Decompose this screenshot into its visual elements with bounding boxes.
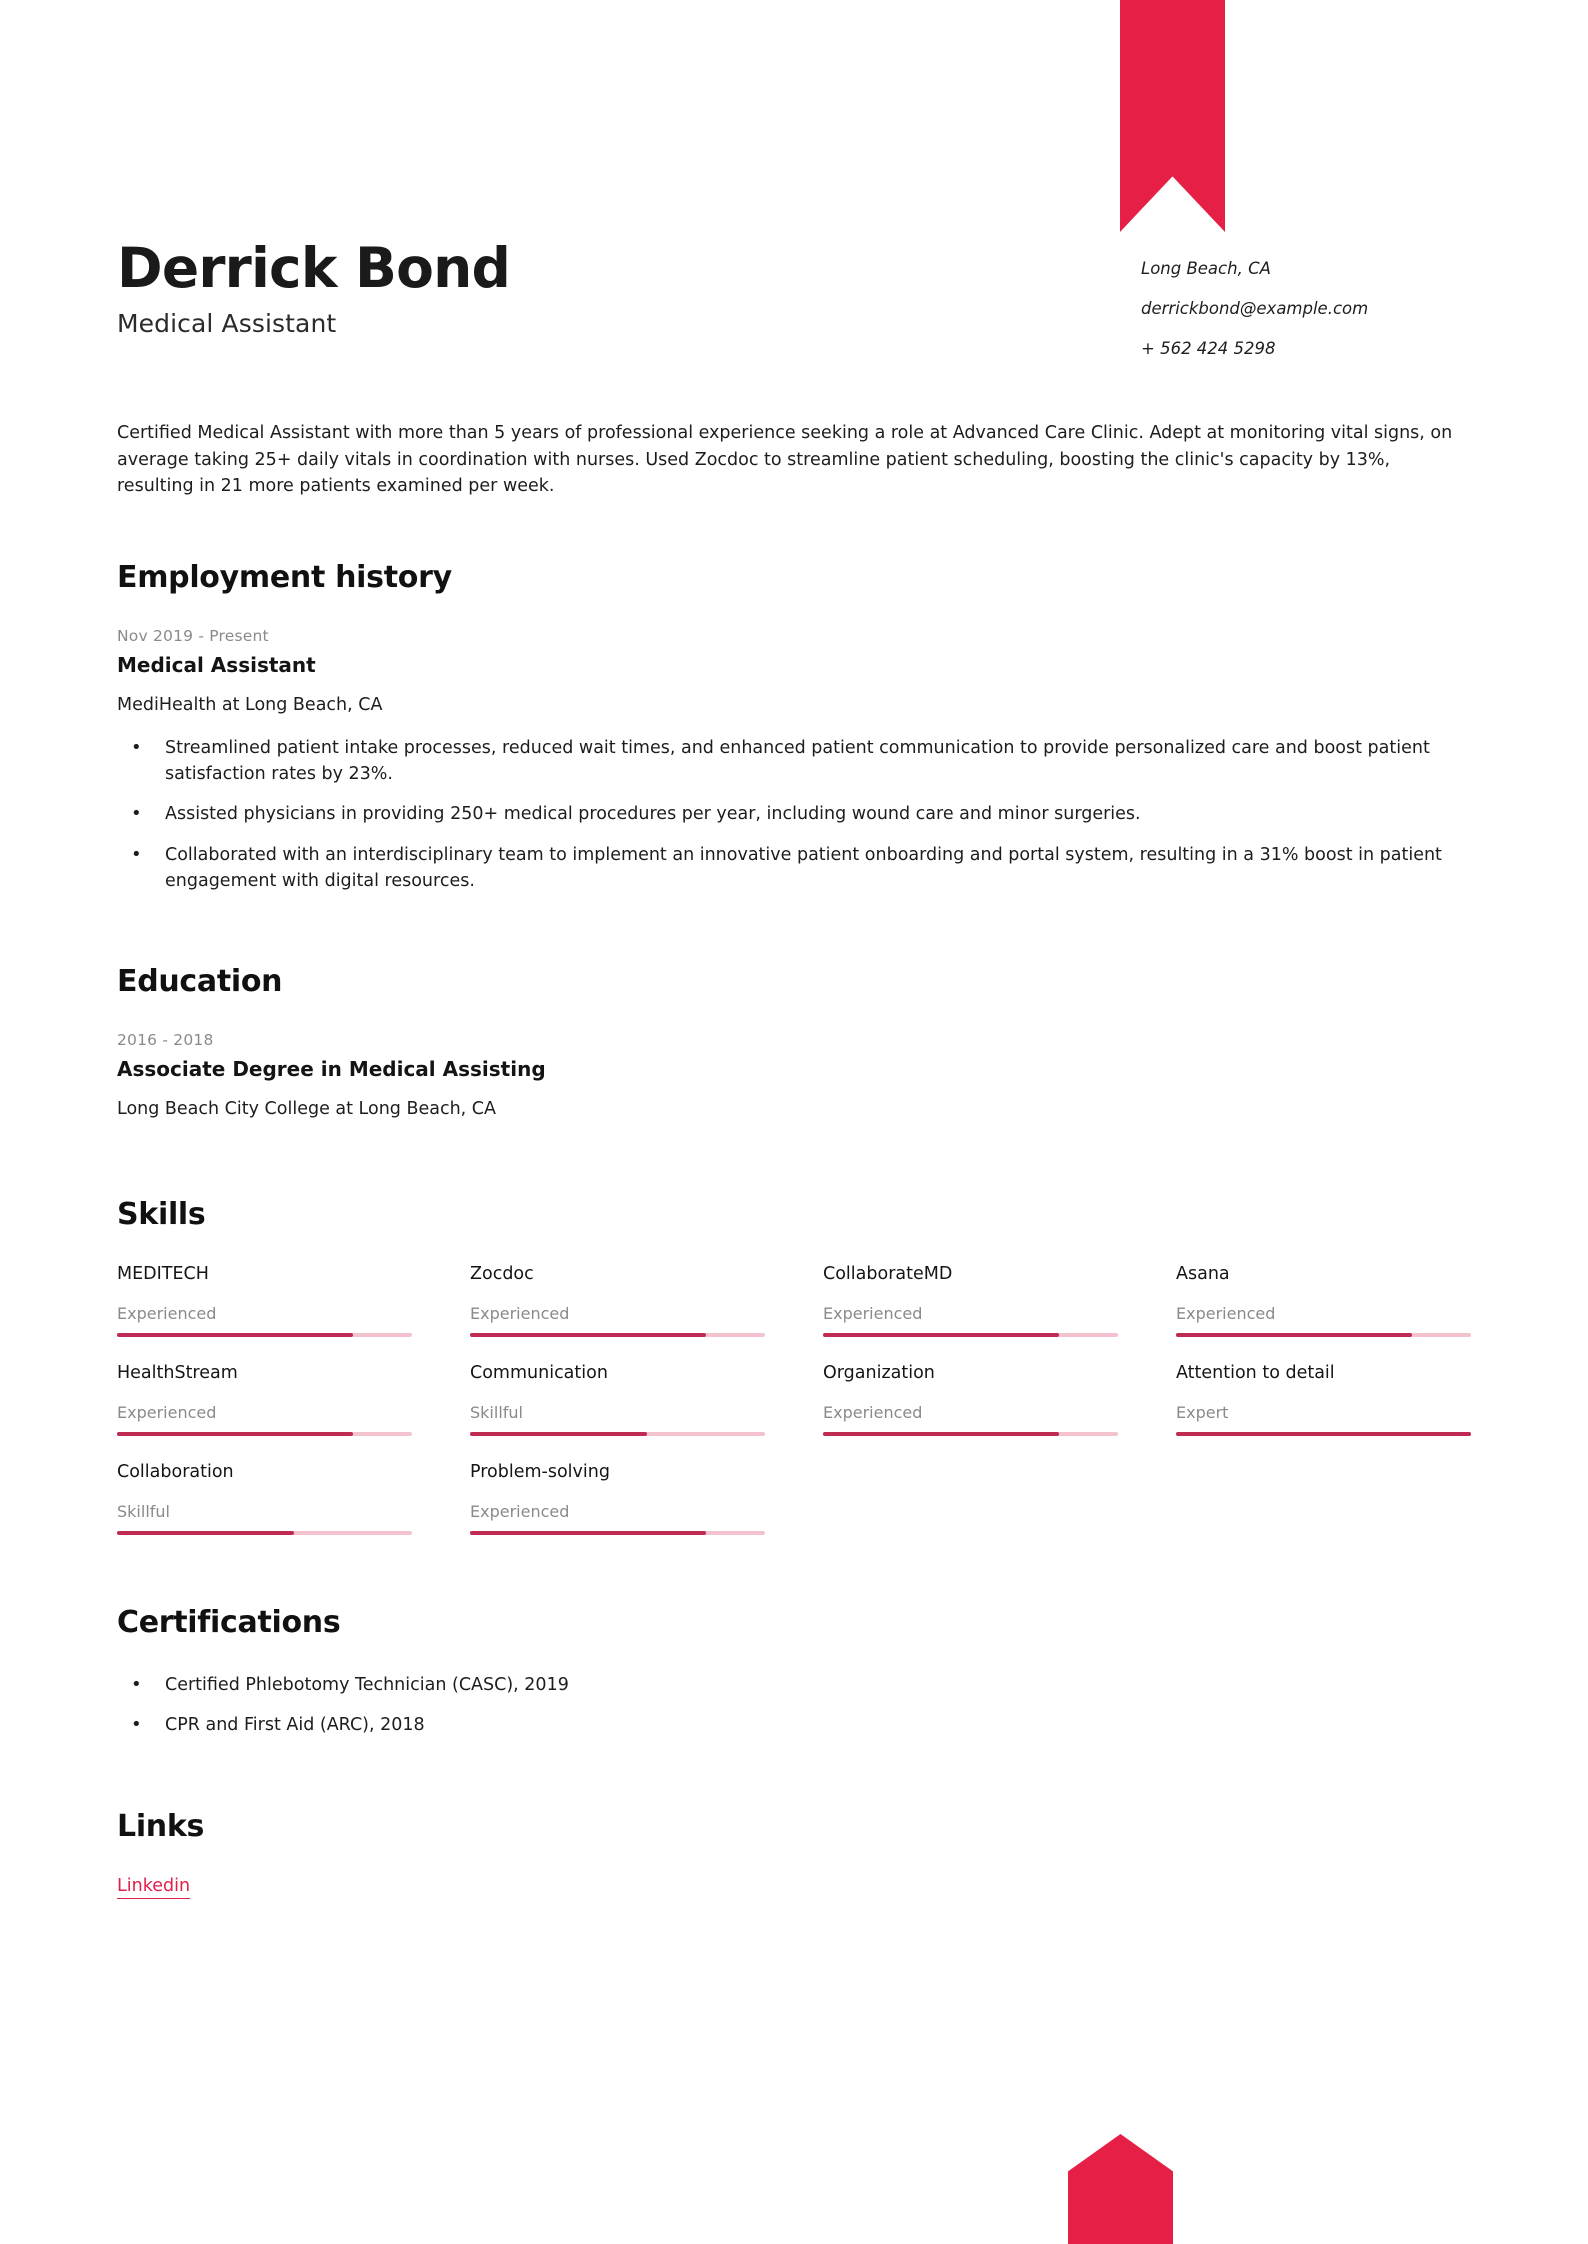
- certification-item: • Certified Phlebotomy Technician (CASC), 2019: [117, 1672, 1471, 1698]
- spacer: [117, 894, 1471, 964]
- skill-level-label: Experienced: [117, 1403, 217, 1423]
- skill-level-bar-fill: [1176, 1432, 1471, 1436]
- skill-level-bar: [1176, 1333, 1471, 1337]
- skill-item: [823, 1264, 1118, 1337]
- skill-level-bar-fill: [823, 1333, 1059, 1337]
- skill-level-bar-fill: [117, 1333, 353, 1337]
- skill-item: [470, 1363, 765, 1436]
- skill-level-label: Experienced: [470, 1304, 570, 1324]
- skill-level-bar-fill: [117, 1432, 353, 1436]
- skill-level-label: Experienced: [823, 1403, 923, 1423]
- skill-item: [117, 1462, 412, 1535]
- skill-level-bar: [117, 1333, 412, 1337]
- education-entry-title: Associate Degree in Medical Assisting: [117, 1057, 546, 1082]
- employment-entry-organization: MediHealth at Long Beach, CA: [117, 694, 383, 715]
- skill-item: [117, 1264, 412, 1337]
- skill-level-label: Experienced: [117, 1304, 217, 1324]
- skill-name: MEDITECH: [117, 1264, 209, 1285]
- skill-level-bar: [823, 1333, 1118, 1337]
- skill-level-label: Experienced: [470, 1502, 570, 1522]
- contact-block: [1141, 236, 1471, 358]
- skill-name: Collaboration: [117, 1462, 234, 1483]
- employment-bullet-list: [117, 735, 1471, 894]
- section-links: [117, 1809, 1471, 1899]
- skill-level-bar: [117, 1432, 412, 1436]
- section-title-links: Links: [117, 1808, 205, 1844]
- skill-item: [1176, 1264, 1471, 1337]
- skill-item: [1176, 1363, 1471, 1436]
- skill-item: [823, 1363, 1118, 1436]
- employment-bullet: • Streamlined patient intake processes, reduced wait times, and enhanced patient communication to provide personalized care and boost patient satisfaction rates by 23%.: [117, 735, 1471, 788]
- spacer: [117, 1139, 1471, 1197]
- link-linkedin[interactable]: Linkedin: [117, 1876, 190, 1899]
- spacer: [117, 1535, 1471, 1605]
- skill-level-label: Skillful: [470, 1403, 523, 1423]
- skill-name: CollaborateMD: [823, 1264, 953, 1285]
- certification-item: • CPR and First Aid (ARC), 2018: [117, 1712, 1471, 1738]
- section-employment-history: [117, 560, 1471, 894]
- skill-level-bar-fill: [470, 1432, 647, 1436]
- section-education: [117, 964, 1471, 1119]
- ribbon-bottom-decoration: [1068, 2134, 1173, 2244]
- ribbon-top-decoration: [1120, 0, 1225, 232]
- resume-body: [117, 420, 1471, 1899]
- skill-name: Organization: [823, 1363, 935, 1384]
- skill-level-label: Experienced: [823, 1304, 923, 1324]
- employment-bullet: • Assisted physicians in providing 250+ medical procedures per year, including wound care and minor surgeries.: [117, 801, 1471, 827]
- section-title-skills: Skills: [117, 1197, 206, 1233]
- skill-level-bar-fill: [470, 1333, 706, 1337]
- employment-entry-title: Medical Assistant: [117, 652, 316, 677]
- education-entry-date: 2016 - 2018: [117, 1031, 214, 1050]
- skill-level-bar: [117, 1531, 412, 1535]
- identity-block: [117, 236, 510, 338]
- skill-name: Asana: [1176, 1264, 1230, 1285]
- skill-name: Problem-solving: [470, 1462, 610, 1483]
- candidate-name: Derrick Bond: [117, 236, 511, 300]
- education-entry-organization: Long Beach City College at Long Beach, CA: [117, 1099, 496, 1120]
- skill-level-bar-fill: [1176, 1333, 1412, 1337]
- professional-summary: Certified Medical Assistant with more than 5 years of professional experience seeking a role at Advanced Care Clinic. Adept at monitoring vital signs, on average taking 25+ daily vitals in coordination with nurses. Used Zocdoc to streamline patient scheduling, boosting the clinic's capacity by 13%, resulting in 21 more patients examined per week.: [117, 423, 1453, 497]
- education-entry: [117, 1031, 1471, 1119]
- skill-level-bar: [470, 1432, 765, 1436]
- skill-level-bar: [1176, 1432, 1471, 1436]
- employment-entry: [117, 627, 1471, 894]
- skill-name: HealthStream: [117, 1363, 238, 1384]
- certifications-list: [117, 1672, 1471, 1739]
- skill-level-bar-fill: [117, 1531, 294, 1535]
- skill-name: Attention to detail: [1176, 1363, 1335, 1384]
- candidate-job-title: Medical Assistant: [117, 309, 337, 339]
- contact-email[interactable]: derrickbond@example.com: [1141, 299, 1369, 319]
- skill-name: Communication: [470, 1363, 608, 1384]
- section-title-education: Education: [117, 964, 283, 1000]
- contact-phone[interactable]: + 562 424 5298: [1141, 339, 1276, 359]
- skill-level-bar-fill: [823, 1432, 1059, 1436]
- skill-item: [117, 1363, 412, 1436]
- skill-level-label: Skillful: [117, 1502, 170, 1522]
- skill-name: Zocdoc: [470, 1264, 534, 1285]
- skill-level-bar-fill: [470, 1531, 706, 1535]
- section-title-certifications: Certifications: [117, 1605, 341, 1641]
- skills-grid: [117, 1264, 1471, 1535]
- section-title-employment: Employment history: [117, 559, 452, 595]
- spacer: [117, 1739, 1471, 1809]
- skill-item: [470, 1264, 765, 1337]
- skill-level-bar: [470, 1333, 765, 1337]
- resume-header: [117, 236, 1471, 358]
- employment-entry-date: Nov 2019 - Present: [117, 626, 269, 645]
- employment-bullet: • Collaborated with an interdisciplinary team to implement an innovative patient onboarding and portal system, resulting in a 31% boost in patient engagement with digital resources.: [117, 842, 1471, 895]
- skill-level-label: Expert: [1176, 1403, 1229, 1423]
- skill-level-bar: [823, 1432, 1118, 1436]
- section-certifications: [117, 1605, 1471, 1739]
- section-skills: [117, 1197, 1471, 1535]
- skill-item: [470, 1462, 765, 1535]
- contact-location: Long Beach, CA: [1141, 259, 1271, 278]
- skill-level-bar: [470, 1531, 765, 1535]
- skill-level-label: Experienced: [1176, 1304, 1276, 1324]
